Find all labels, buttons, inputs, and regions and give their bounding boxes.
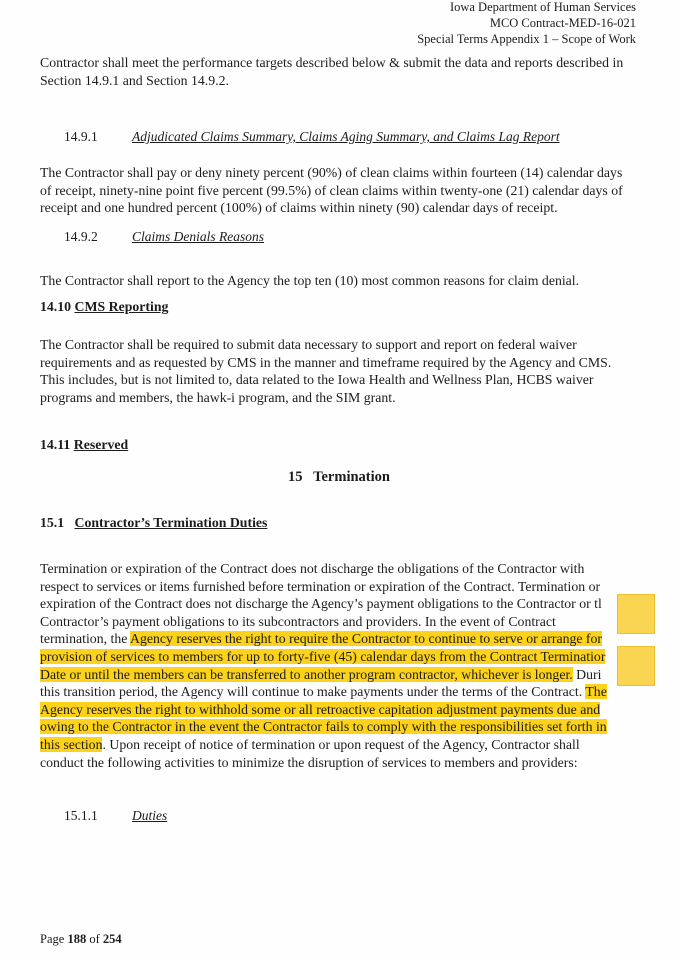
header-contract-number: MCO Contract-MED-16-021 — [489, 16, 636, 30]
header-appendix: Special Terms Appendix 1 – Scope of Work — [417, 32, 636, 46]
sticky-note-marker[interactable] — [617, 594, 655, 634]
section-14-9-1-body: The Contractor shall pay or deny ninety percent (90%) of clean claims within fourteen (14) calendar days of receipt, ninety-nine point five percent (99.5%) of clean claims within twenty-one (21) calendar days of receipt and one hundred percent (100%) of claims within ninety (90) calendar days of receipt. — [40, 165, 623, 216]
highlighted-text: Date or until the members can be transferred to another program contractor, whichever is longer. — [40, 666, 573, 682]
page-footer: Page 188 of 254 — [40, 932, 122, 946]
section-14-10-heading: 14.10 CMS Reporting — [40, 299, 169, 314]
highlighted-text: this section — [40, 736, 103, 752]
highlighted-text: The — [585, 684, 607, 700]
section-15-heading: 15 Termination — [288, 469, 390, 485]
page-total: 254 — [102, 932, 122, 946]
section-15-1-heading: 15.1 Contractor’s Termination Duties — [40, 515, 268, 530]
section-14-11-heading: 14.11 Reserved — [40, 437, 129, 452]
intro-paragraph: Contractor shall meet the performance targets described below & submit the data and reports described in Section 14.9.1 and Section 14.9.2. — [40, 55, 624, 88]
section-14-9-2-body: The Contractor shall report to the Agency the top ten (10) most common reasons for claim denial. — [40, 273, 580, 288]
document-page: Iowa Department of Human Services MCO Contract-MED-16-021 Special Terms Appendix 1 – Scope of Work Contractor shall meet the performance targets described below & submit the data and reports described in Section 14.9.1 and Section 14.9.2. 14.9.1 Adjudicated Claims Summary, Claims Aging Summary, and Claims Lag Report The Contractor shall pay or deny ninety percent (90%) of clean claims within fourteen (14) calendar days of receipt, ninety-nine point five percent (99.5%) of clean claims within twenty-one (21) calendar days of receipt and one hundred percent (100%) of claims within ninety (90) calendar days of receipt. 14.9.2 Claims Denials Reasons The Contractor shall report to the Agency the top ten (10) most common reasons for claim denial. 14.10 CMS Reporting The Contractor shall be required to submit data necessary to support and report on federal waiver requirements and as requested by CMS in the manner and timeframe required by the Agency and CMS. This includes, but is not limited to, data related to the Iowa Health and Wellness Plan, HCBS waiver programs and members, the hawk-i program, and the SIM grant. 14.11 Reserved 15 Termination 15.1 Contractor’s Termination Duties Termination or expiration of the Contract does not discharge the obligations of the Contractor with respect to services or items furnished before termination or expiration of the Contract. Termination or expiration of the Contract does not discharge the Agency’s payment obligations to the Contractor or tl Contractor’s payment obligations to its subcontractors and providers. In the event of Contract termination, the Agency reserves the right to require the Contractor to continue to serve or arrange for provision of services to members for up to forty-five (45) calendar days from the Contract Terminatior Date or until the members can be transferred to another program contractor, whichever is longer. Duri this transition period, the Agency will continue to make payments under the terms of the Contract. The Agency reserves the right to withhold some or all retroactive capitation adjustment payments due and owing to the Contractor in the event the Contractor fails to comply with the responsibilities set forth in this section. Upon receipt of notice of termination or upon request of the Agency, Contractor shall conduct the following activities to minimize the disruption of services to members and providers: 15.1.1 Duties Page 188 of 254 — [0, 0, 678, 960]
highlighted-text: provision of services to members for up to forty-five (45) calendar days from the Contract Terminatior — [40, 648, 606, 664]
section-15-1-body: Termination or expiration of the Contract does not discharge the obligations of the Contractor with respect to services or items furnished before termination or expiration of the Contract. Termination or expiration of the Contract does not discharge the Agency’s payment obligations to the Contractor or tl Contractor’s payment obligations to its subcontractors and providers. In the event of Contract termination, the Agency reserves the right to require the Contractor to continue to serve or arrange for provision of services to members for up to forty-five (45) calendar days from the Contract Terminatior Date or until the members can be transferred to another program contractor, whichever is longer. Duri this transition period, the Agency will continue to make payments under the terms of the Contract. The Agency reserves the right to withhold some or all retroactive capitation adjustment payments due and owing to the Contractor in the event the Contractor fails to comply with the responsibilities set forth in this section. Upon receipt of notice of termination or upon request of the Agency, Contractor shall conduct the following activities to minimize the disruption of services to members and providers: — [40, 561, 607, 770]
header-department: Iowa Department of Human Services — [449, 0, 636, 14]
sticky-note-marker[interactable] — [617, 646, 655, 686]
document-header — [417, 0, 636, 47]
highlighted-text: Agency reserves the right to require the Contractor to continue to serve or arrange for — [130, 631, 603, 647]
section-14-10-body: The Contractor shall be required to submit data necessary to support and report on federal waiver requirements and as requested by CMS in the manner and timeframe required by the Agency and CMS. This includes, but is not limited to, data related to the Iowa Health and Wellness Plan, HCBS waiver programs and members, the hawk-i program, and the SIM grant. — [40, 337, 612, 405]
page-number: 188 — [67, 932, 87, 946]
highlighted-text: Agency reserves the right to withhold some or all retroactive capitation adjustment payments due and — [40, 701, 601, 717]
highlighted-text: owing to the Contractor in the event the Contractor fails to comply with the responsibilities set forth in — [40, 719, 607, 735]
